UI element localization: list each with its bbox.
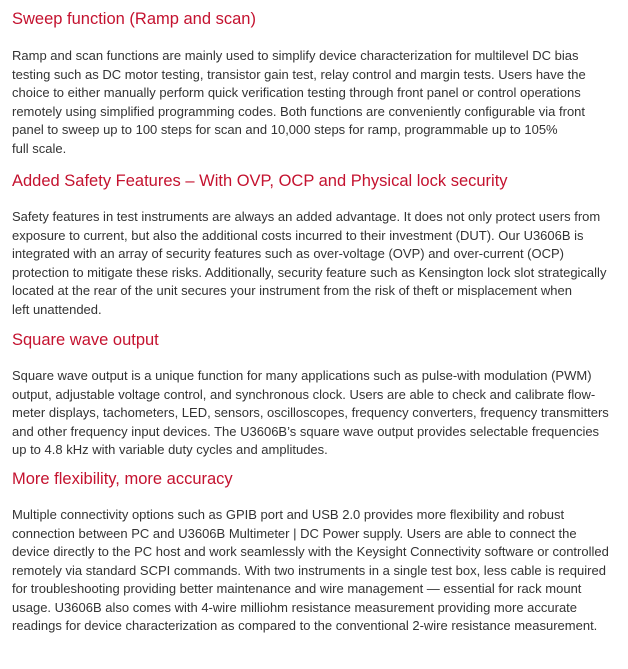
- body-line: usage. U3606B also comes with 4-wire milliohm resistance measurement providing more accurate: [12, 599, 578, 615]
- section-heading: Added Safety Features – With OVP, OCP and Physical lock security: [12, 172, 508, 190]
- section-sweep-function: [12, 9, 624, 158]
- body-line: up to 4.8 kHz with variable duty cycles and amplitudes.: [12, 442, 328, 457]
- body-line: connection between PC and U3606B Multimeter | DC Power supply. Users are able to connect the: [12, 525, 577, 541]
- section-body: [12, 367, 624, 460]
- section-body: [12, 47, 624, 158]
- section-square-wave-output: [12, 330, 624, 460]
- body-line: full scale.: [12, 140, 67, 156]
- body-line: panel to sweep up to 100 steps for scan and 10,000 steps for ramp, programmable up to 105%: [12, 122, 558, 137]
- body-line: integrated with an array of security features such as over-voltage (OVP) and over-current (OCP): [12, 246, 565, 261]
- body-line: Square wave output is a unique function for many applications such as pulse-with modulation (PWM): [12, 368, 592, 383]
- body-line: choice to either manually perform quick verification testing through front panel or control operations: [12, 85, 581, 100]
- body-line: Safety features in test instruments are always an added advantage. It does not only protect users from: [12, 209, 601, 224]
- body-line: device directly to the PC host and work seamlessly with the Keysight Connectivity software or controlled: [12, 544, 609, 559]
- body-line: testing such as DC motor testing, transistor gain test, relay control and margin tests. Users have the: [12, 66, 586, 82]
- body-line: exposure to current, but also the additional costs incurred to their investment (DUT). Our U3606B is: [12, 227, 584, 243]
- body-line: remotely via standard SCPI commands. With two instruments in a single test box, less cable is required: [12, 562, 606, 578]
- section-heading: Sweep function (Ramp and scan): [12, 10, 256, 28]
- section-body: [12, 208, 624, 319]
- body-line: for troubleshooting providing better maintenance and wire management — essential for rack mount: [12, 581, 582, 596]
- section-heading: Square wave output: [12, 331, 159, 349]
- section-body: [12, 506, 624, 636]
- body-line: meter displays, tachometers, LED, sensors, oscilloscopes, frequency converters, frequency transmitters: [12, 405, 609, 420]
- section-more-flexibility: [12, 469, 624, 636]
- body-line: output, adjustable voltage control, and synchronous clock. Users are able to check and calibrate flow-: [12, 386, 596, 402]
- body-line: and other frequency input devices. The U3606B’s square wave output provides selectable frequencies: [12, 423, 600, 439]
- body-line: Multiple connectivity options such as GPIB port and USB 2.0 provides more flexibility and robust: [12, 507, 565, 522]
- body-line: remotely using simplified programming codes. Both functions are conveniently configurable via front: [12, 103, 586, 119]
- section-safety-features: [12, 171, 624, 319]
- body-line: located at the rear of the unit secures your instrument from the risk of theft or misplacement when: [12, 283, 572, 298]
- body-line: readings for device characterization as compared to the conventional 2-wire resistance measurement.: [12, 618, 598, 633]
- body-line: protection to mitigate these risks. Additionally, security feature such as Kensington lock slot strategically: [12, 264, 607, 280]
- body-line: Ramp and scan functions are mainly used to simplify device characterization for multilevel DC bias: [12, 48, 579, 63]
- body-line: left unattended.: [12, 301, 102, 317]
- section-heading: More flexibility, more accuracy: [12, 470, 233, 488]
